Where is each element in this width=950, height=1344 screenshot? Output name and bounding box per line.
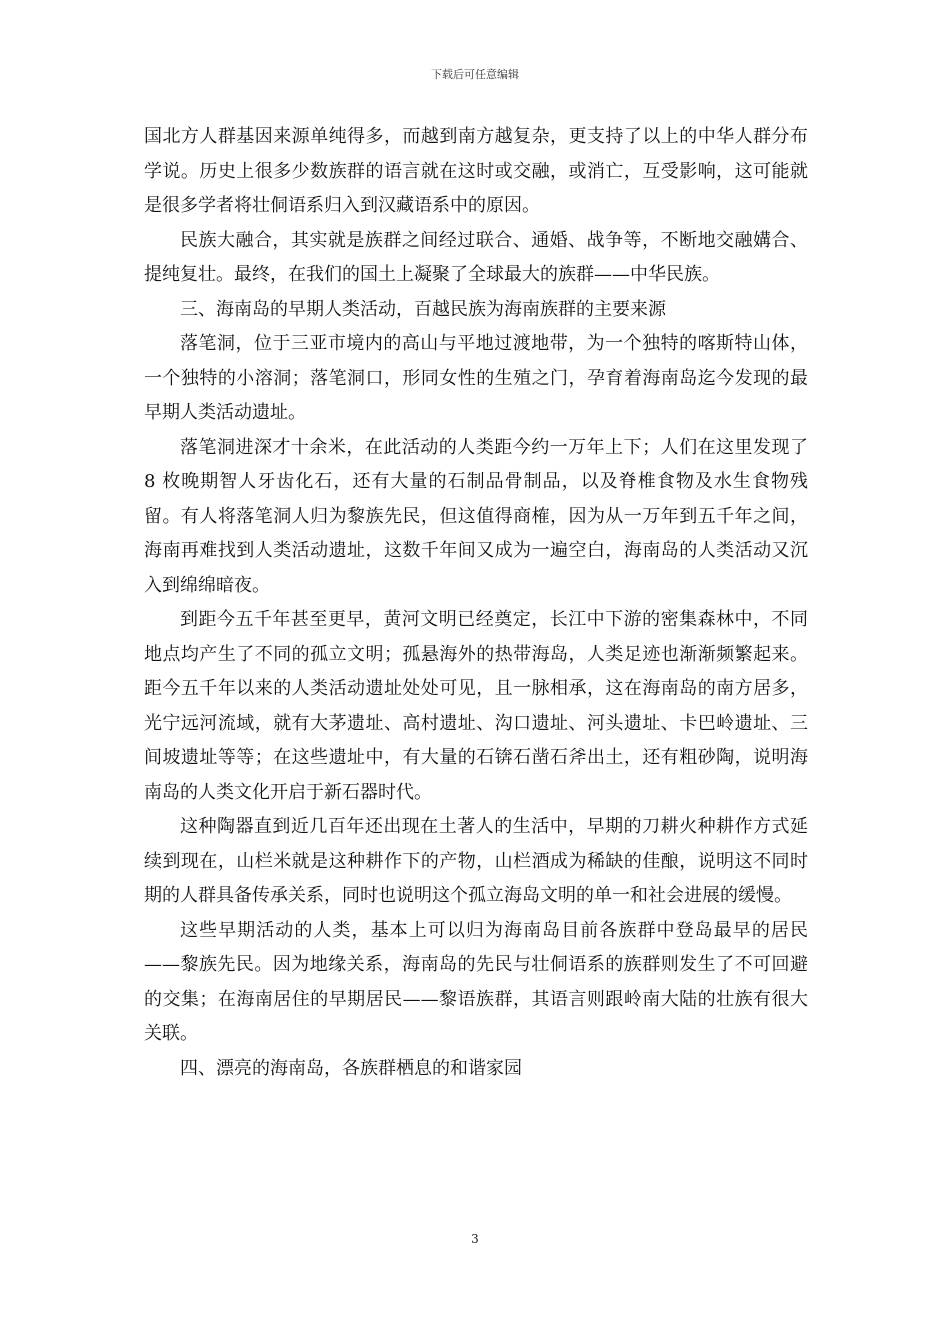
- section-heading-3: 三、海南岛的早期人类活动，百越民族为海南族群的主要来源: [180, 298, 666, 320]
- paragraph: 落笔洞，位于三亚市境内的高山与平地过渡地带，为一个独特的喀斯特山体，一个独特的小溶洞；落笔洞口，形同女性的生殖之门，孕育着海南岛迄今发现的最早期人类活动遗址。: [144, 333, 808, 423]
- page-number: 3: [471, 1232, 479, 1246]
- section-heading-4: 四、漂亮的海南岛，各族群栖息的和谐家园: [180, 1057, 522, 1079]
- paragraph: 到距今五千年甚至更早，黄河文明已经奠定，长江中下游的密集森林中，不同地点均产生了不同的孤立文明；孤悬海外的热带海岛，人类足迹也渐渐频繁起来。距今五千年以来的人类活动遗址处处可见，且一脉相承，这在海南岛的南方居多，光宁远河流域，就有大茅遗址、高村遗址、沟口遗址、河头遗址、卡巴岭遗址、三间坡遗址等等；在这些遗址中，有大量的石锛石凿石斧出土，还有粗砂陶，说明海南岛的人类文化开启于新石器时代。: [144, 609, 808, 803]
- paragraph-continuation: 国北方人群基因来源单纯得多，而越到南方越复杂，更支持了以上的中华人群分布学说。历史上很多少数族群的语言就在这时或交融，或消亡，互受影响，这可能就是很多学者将壮侗语系归入到汉藏语系中的原因。: [144, 126, 808, 216]
- paragraph: 这些早期活动的人类，基本上可以归为海南岛目前各族群中登岛最早的居民——黎族先民。因为地缘关系，海南岛的先民与壮侗语系的族群则发生了不可回避的交集；在海南居住的早期居民——黎语族群，其语言则跟岭南大陆的壮族有很大关联。: [144, 919, 808, 1044]
- page-header: 下载后可任意编辑: [431, 68, 519, 81]
- paragraph: 这种陶器直到近几百年还出现在土著人的生活中，早期的刀耕火种耕作方式延续到现在，山栏米就是这种耕作下的产物，山栏酒成为稀缺的佳酿，说明这不同时期的人群具备传承关系，同时也说明这个孤立海岛文明的单一和社会进展的缓慢。: [144, 816, 808, 906]
- paragraph: 民族大融合，其实就是族群之间经过联合、通婚、战争等，不断地交融媾合、提纯复壮。最终，在我们的国土上凝聚了全球最大的族群——中华民族。: [144, 229, 808, 285]
- document-body: [144, 120, 808, 1086]
- paragraph: 落笔洞进深才十余米，在此活动的人类距今约一万年上下；人们在这里发现了 8 枚晚期智人牙齿化石，还有大量的石制品骨制品，以及脊椎食物及水生食物残留。有人将落笔洞人归为黎族先民，但这值得商榷，因为从一万年到五千年之间，海南再难找到人类活动遗址，这数千年间又成为一遍空白，海南岛的人类活动又沉入到绵绵暗夜。: [144, 436, 808, 596]
